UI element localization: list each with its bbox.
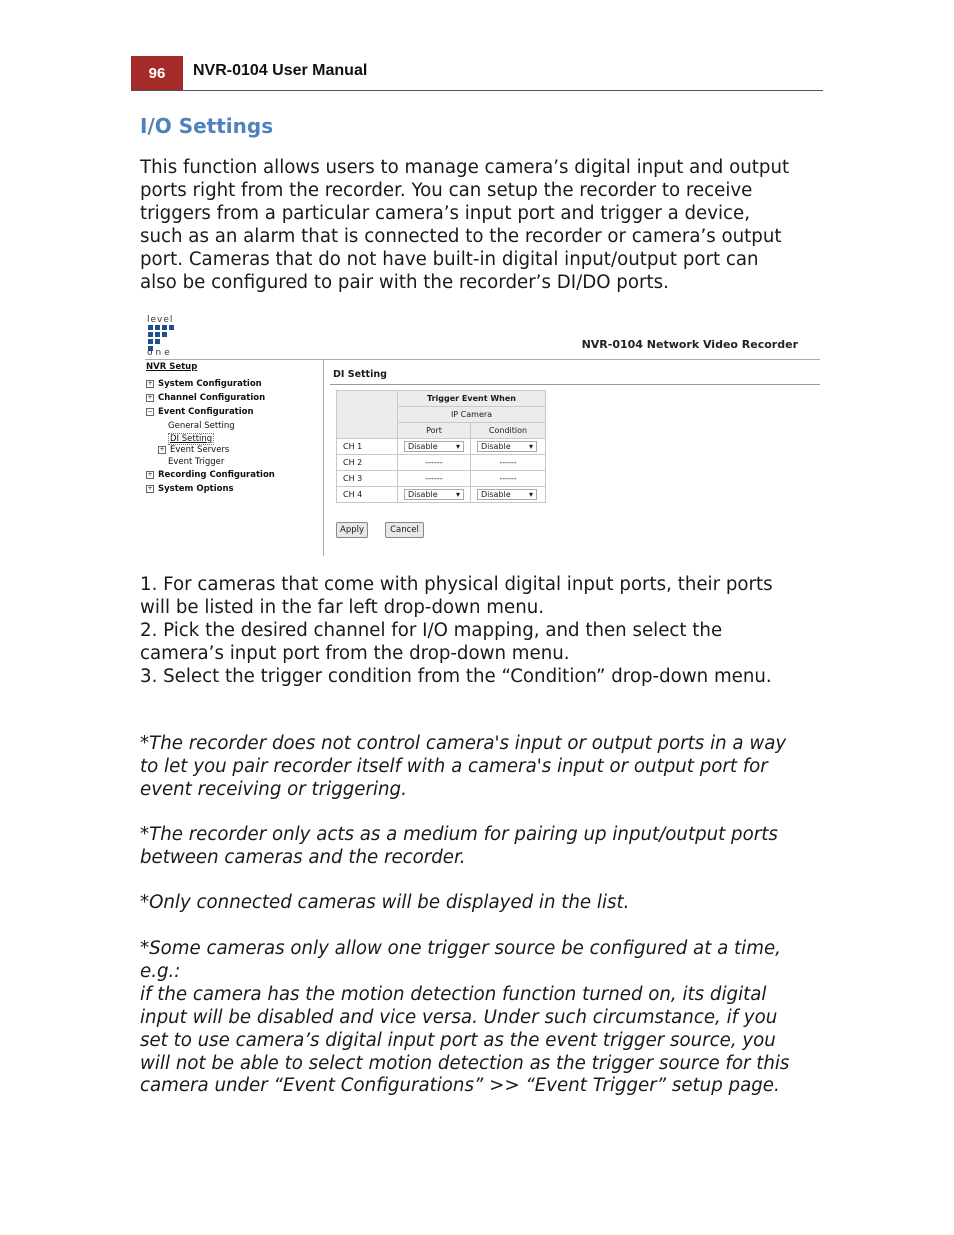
note-paragraph (140, 938, 830, 1098)
text-line: *The recorder does not control camera's input or output ports in a way (140, 733, 787, 754)
expand-icon: + (147, 379, 153, 387)
page-number: 96 (131, 56, 183, 91)
nav-recording-configuration[interactable]: + Recording Configuration (147, 470, 275, 480)
app-header-divider (145, 359, 820, 360)
app-title: NVR-0104 Network Video Recorder (581, 338, 798, 351)
text-line: 3. Select the trigger condition from the “Condition” drop-down menu. (140, 665, 772, 687)
table-row (337, 439, 546, 455)
table-corner-cell (337, 391, 398, 439)
nav-system-configuration[interactable]: + System Configuration (147, 379, 262, 389)
channel-label: CH 1 (337, 439, 398, 455)
note-paragraph (140, 892, 830, 915)
apply-button[interactable]: Apply (336, 522, 368, 538)
nav-root-link[interactable]: NVR Setup (146, 362, 198, 372)
col-header-port: Port (398, 423, 471, 439)
text-line: also be configured to pair with the recorder’s DI/DO ports. (140, 271, 669, 293)
text-line: port. Cameras that do not have built-in digital input/output port can (140, 248, 759, 270)
text-line: *Only connected cameras will be displayed in the list. (140, 892, 630, 913)
dropdown-arrow-icon: ▾ (455, 442, 460, 451)
text-line: 1. For cameras that come with physical digital input ports, their ports (140, 574, 773, 595)
port-value: ------ (398, 471, 471, 487)
dropdown-arrow-icon: ▾ (528, 442, 533, 451)
port-select[interactable]: Disable ▾ (404, 489, 464, 500)
text-line: *Some cameras only allow one trigger source be configured at a time, (140, 938, 781, 959)
table-row (337, 487, 546, 503)
text-line: will be listed in the far left drop-down menu. (140, 596, 545, 618)
sub-header: IP Camera (398, 407, 546, 423)
expand-icon: + (147, 393, 153, 401)
note-paragraph (140, 733, 830, 802)
nav-event-servers[interactable]: + Event Servers (159, 445, 230, 455)
text-line: *The recorder only acts as a medium for pairing up input/output ports (140, 824, 778, 845)
text-line: camera’s input port from the drop-down menu. (140, 642, 570, 664)
table-row (337, 455, 546, 471)
nav-di-setting[interactable]: DI Setting (170, 434, 213, 444)
condition-select[interactable]: Disable ▾ (477, 489, 537, 500)
text-line: input will be disabled and vice versa. Under such circumstance, if you (140, 1006, 778, 1028)
nav-event-trigger[interactable]: Event Trigger (168, 457, 225, 467)
table-row (337, 471, 546, 487)
condition-value: ------ (471, 455, 546, 471)
expand-icon: + (147, 484, 153, 492)
logo-text-bottom: one (147, 348, 173, 358)
di-setting-table (336, 390, 546, 503)
sidebar-divider (323, 360, 324, 556)
text-line: if the camera has the motion detection function turned on, its digital (140, 983, 767, 1005)
header-divider (131, 90, 823, 91)
channel-label: CH 3 (337, 471, 398, 487)
channel-label: CH 4 (337, 487, 398, 503)
nav-system-options[interactable]: + System Options (147, 484, 234, 494)
expand-icon: + (147, 470, 153, 478)
text-line: set to use camera’s digital input port as the event trigger source, you (140, 1029, 776, 1051)
text-line: camera under “Event Configurations” >> “Event Trigger” setup page. (140, 1075, 780, 1097)
embedded-ui-screenshot (140, 312, 820, 558)
port-value: ------ (398, 455, 471, 471)
steps-paragraph (140, 574, 830, 689)
channel-label: CH 2 (337, 455, 398, 471)
text-line: will not be able to select motion detection as the trigger source for this (140, 1052, 790, 1074)
nav-event-configuration[interactable]: − Event Configuration (147, 407, 254, 417)
dropdown-arrow-icon: ▾ (455, 490, 460, 499)
manual-title: NVR-0104 User Manual (193, 62, 368, 79)
text-line: This function allows users to manage camera’s digital input and output (140, 157, 790, 178)
nav-general-setting[interactable]: General Setting (168, 421, 235, 431)
text-line: 2. Pick the desired channel for I/O mapping, and then select the (140, 619, 723, 641)
logo-text-top: level (147, 315, 174, 325)
text-line: ports right from the recorder. You can setup the recorder to receive (140, 179, 753, 201)
nav-channel-configuration[interactable]: + Channel Configuration (147, 393, 266, 403)
expand-icon: + (159, 445, 165, 453)
condition-select[interactable]: Disable ▾ (477, 441, 537, 452)
text-line: triggers from a particular camera’s input port and trigger a device, (140, 202, 751, 224)
condition-value: ------ (471, 471, 546, 487)
panel-title: DI Setting (330, 366, 820, 385)
port-select[interactable]: Disable ▾ (404, 441, 464, 452)
note-paragraph (140, 824, 830, 870)
text-line: such as an alarm that is connected to the recorder or camera’s output (140, 225, 782, 247)
intro-paragraph (140, 157, 830, 294)
collapse-icon: − (147, 407, 153, 415)
group-header: Trigger Event When (398, 391, 546, 407)
col-header-condition: Condition (471, 423, 546, 439)
text-line: between cameras and the recorder. (140, 846, 466, 868)
text-line: e.g.: (140, 960, 181, 982)
dropdown-arrow-icon: ▾ (528, 490, 533, 499)
text-line: event receiving or triggering. (140, 778, 407, 800)
cancel-button[interactable]: Cancel (385, 522, 424, 538)
section-title: I/O Settings (140, 114, 274, 138)
text-line: to let you pair recorder itself with a camera's input or output port for (140, 755, 768, 777)
